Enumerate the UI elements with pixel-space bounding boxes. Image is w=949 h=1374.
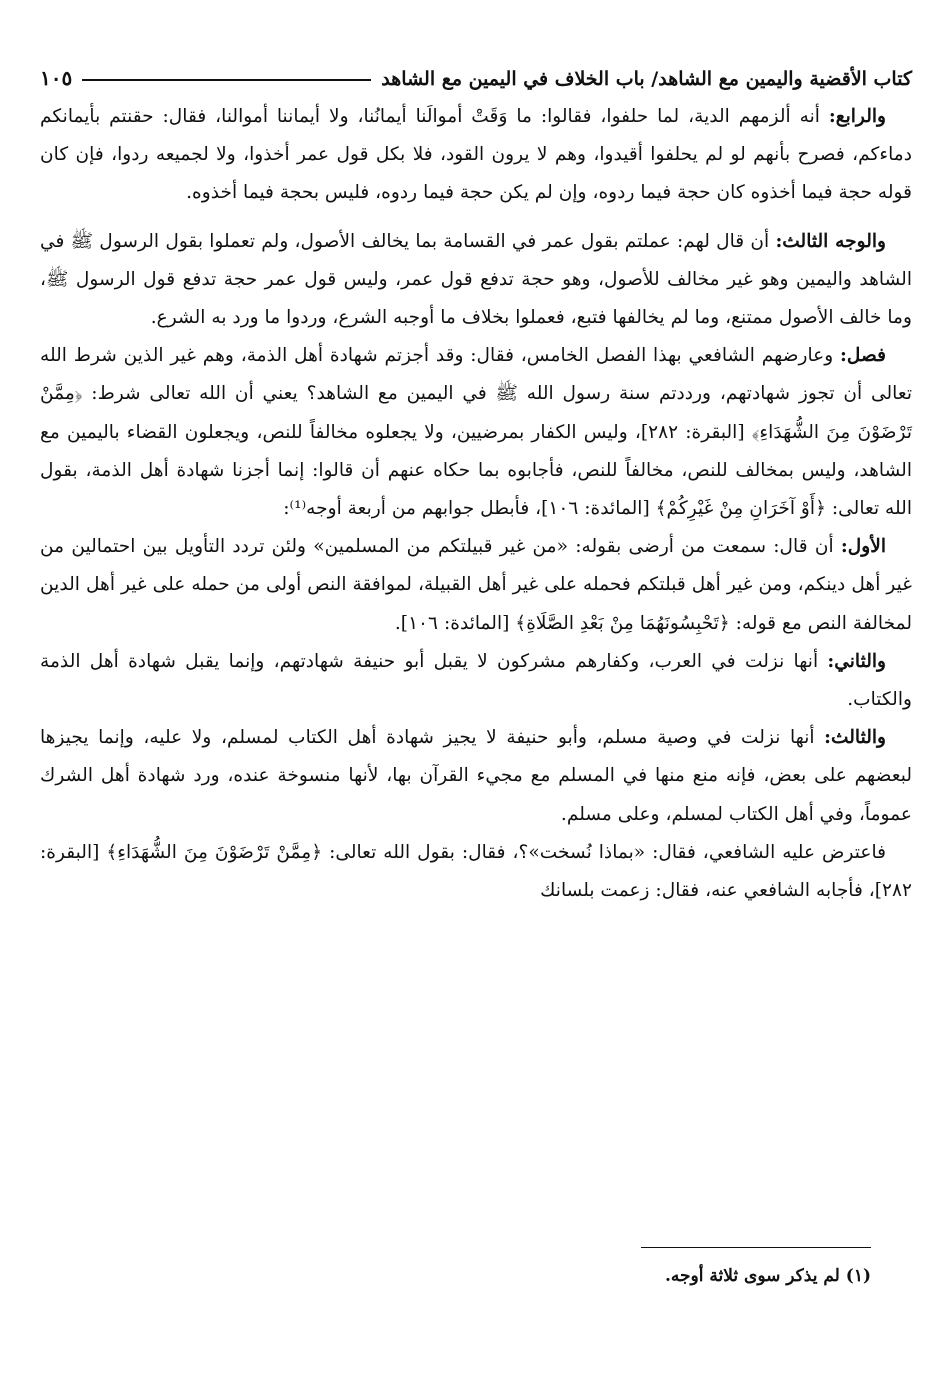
paragraph-lead: الأول: — [840, 536, 886, 558]
running-title: كتاب الأقضية واليمين مع الشاهد/ باب الخلاف في اليمين مع الشاهد — [381, 68, 912, 90]
page-number: ١٠٥ — [40, 66, 73, 90]
paragraph-fourth — [40, 98, 912, 213]
paragraph-objection — [40, 834, 912, 910]
paragraph-third-aspect — [40, 223, 912, 338]
paragraph-lead: والوجه الثالث: — [775, 230, 887, 252]
paragraph-text: أنها نزلت في وصية مسلم، وأبو حنيفة لا يجيز شهادة أهل الكتاب لمسلم، ولا عليه، وإنما يجيزها لبعضهم على بعض، فإنه منع منها في المسلم مع مجيء القرآن بها، لأنها منسوخة عنده، ورد شهادة أهل الشرك عموماً، وفي أهل الكتاب لمسلم، وعلى مسلم. — [40, 727, 912, 825]
body-text — [40, 98, 912, 910]
paragraph-text: أن قال لهم: عملتم بقول عمر في القسامة بما يخالف الأصول، ولم تعملوا بقول الرسول ﷺ في الشاهد واليمين وهو غير مخالف للأصول، وهو حجة تدفع قول عمر، وليس قول عمر حجة تدفع قول الرسول ﷺ، وما خالف الأصول ممتنع، وما لم يخالفها فتبع، فعملوا بخلاف ما أوجبه الشرع، وردوا ما ورد به الشرع. — [40, 230, 912, 329]
page — [40, 58, 912, 910]
paragraph-text: وعارضهم الشافعي بهذا الفصل الخامس، فقال: وقد أجزتم شهادة أهل الذمة، وهم غير الذين شرط الله تعالى أن تجوز شهادتهم، ورددتم سنة رسول الله ﷺ في اليمين مع الشاهد؟ يعني أن الله تعالى شرط: ﴿مِمَّنْ تَرْضَوْنَ مِنَ الشُّهَدَاءِ﴾ [البقرة: ٢٨٢]، وليس الكفار بمرضيين، ولا يجعلوه مخالفاً للنص، ويجعلون القضاء باليمين مع الشاهد، وليس بمخالف للنص، مخالفاً للنص، فأجابوه بما حكاه عنهم أن قالوا: إنما أجزنا شهادة أهل الذمة، بقول الله تعالى: ﴿أَوْ آخَرَانِ مِنْ غَيْرِكُمْ﴾ [المائدة: ١٠٦]، فأبطل جوابهم من أربعة أوجه⁽¹⁾: — [40, 345, 912, 520]
header-rule — [82, 79, 371, 81]
paragraph-text: أن قال: سمعت من أرضى بقوله: «من غير قبيلتكم من المسلمين» ولئن تردد التأويل بين احتمالين من غير أهل دينكم، ومن غير أهل قبلتكم فحمله على غير أهل القبيلة، لموافقة النص أولى من حمله على غير أهل الدين لمخالفة النص مع قوله: ﴿تَحْبِسُونَهُمَا مِنْ بَعْدِ الصَّلَاةِ﴾ [المائدة: ١٠٦]. — [40, 536, 912, 634]
paragraph-first — [40, 528, 912, 643]
paragraph-lead: والرابع: — [828, 106, 886, 127]
footnote-rule — [641, 1247, 871, 1248]
page-header — [40, 58, 912, 90]
paragraph-second — [40, 643, 912, 719]
paragraph-lead: والثالث: — [824, 727, 886, 749]
paragraph-section — [40, 337, 912, 528]
footnote: (١) لم يذكر سوى ثلاثة أوجه. — [665, 1266, 871, 1286]
paragraph-lead: فصل: — [840, 345, 886, 367]
paragraph-text: أنه ألزمهم الدية، لما حلفوا، فقالوا: ما وَقَتْ أموالَنا أيمانُنا، ولا أيماننا أموالنا، فقال: حقنتم بأيمانكم دماءكم، فصرح بأنهم لو لم يحلفوا أقيدوا، وهم لا يرون القود، فلا بكل قول عمر أخذوا، ولا لجميعه ردوا، فإن كان قوله حجة فيما أخذوه كان حجة فيما ردوه، وإن لم يكن حجة فيما ردوه، فليس بحجة فيما أخذوه. — [40, 106, 912, 204]
paragraph-text: أنها نزلت في العرب، وكفارهم مشركون لا يقبل أبو حنيفة شهادتهم، وإنما يقبل شهادة أهل الذمة والكتاب. — [40, 650, 912, 711]
paragraph-lead: والثاني: — [827, 650, 886, 672]
paragraph-text: فاعترض عليه الشافعي، فقال: «بماذا نُسخت»؟، فقال: بقول الله تعالى: ﴿مِمَّنْ تَرْضَوْنَ مِنَ الشُّهَدَاءِ﴾ [البقرة: ٢٨٢]، فأجابه الشافعي عنه، فقال: زعمت بلسانك — [40, 841, 912, 902]
paragraph-third — [40, 719, 912, 834]
